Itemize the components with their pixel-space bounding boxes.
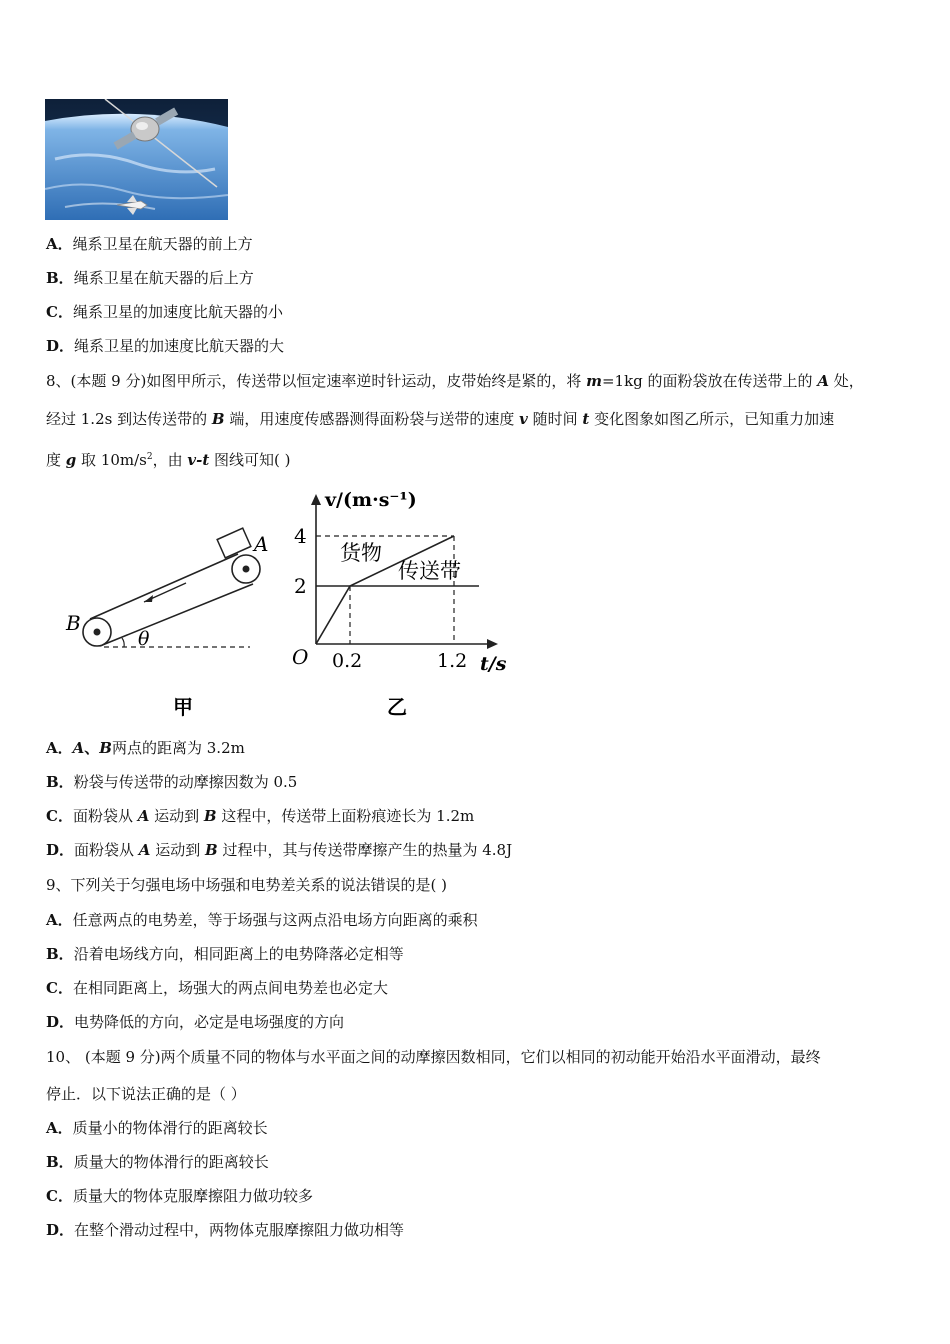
superscript: 2 <box>146 452 153 462</box>
figure-yi <box>292 489 507 719</box>
y-axis-arrow <box>311 494 321 505</box>
pulley-a-axle <box>243 566 250 573</box>
option-letter: B． <box>46 269 74 287</box>
q9-option-d[interactable] <box>46 1012 344 1032</box>
var-a: A <box>137 807 150 825</box>
x-axis-arrow <box>487 639 498 649</box>
q10-option-c[interactable] <box>46 1186 313 1206</box>
caption-yi: 乙 <box>387 695 407 719</box>
axis-label-t: t/s <box>480 653 507 675</box>
q9-option-c[interactable] <box>46 978 388 998</box>
option-letter: A． <box>46 235 73 253</box>
var-a: A <box>817 372 829 390</box>
q10-option-b[interactable] <box>46 1152 269 1172</box>
option-text: 两点的距离为 3.2m <box>111 739 245 757</box>
option-letter: C． <box>46 979 73 997</box>
q7-option-a[interactable] <box>46 234 253 254</box>
option-text: 运动到 <box>150 841 205 859</box>
label-a: A <box>254 532 269 556</box>
q8-option-a[interactable] <box>46 738 245 758</box>
q9-option-b[interactable] <box>46 944 404 964</box>
q8-option-b[interactable] <box>46 772 297 792</box>
var-b: B <box>204 841 218 859</box>
var-vt: v-t <box>187 451 210 469</box>
option-text: 绳系卫星的加速度比航天器的大 <box>74 337 285 355</box>
tick-x-02: 0.2 <box>332 650 363 672</box>
option-text: 面粉袋从 <box>72 807 138 825</box>
stem-text: 取 10m/s <box>76 451 147 469</box>
option-text: 沿着电场线方向，相同距离上的电势降落必定相等 <box>73 945 404 963</box>
label-goods: 货物 <box>340 541 382 565</box>
q8-option-c[interactable] <box>46 806 474 826</box>
arrow-head <box>144 595 153 602</box>
pulley-b-axle <box>94 629 101 636</box>
tethered-satellite-photo <box>45 99 228 220</box>
var-b: B <box>211 410 225 428</box>
stem-text: 处， <box>828 372 864 390</box>
label-theta: θ <box>138 628 150 650</box>
stem-text: 随时间 <box>527 410 583 428</box>
option-letter: B． <box>46 773 74 791</box>
option-letter: D． <box>46 337 75 355</box>
stem-text: =1kg 的面粉袋放在传送带上的 <box>601 372 818 390</box>
label-belt: 传送带 <box>398 559 461 583</box>
option-letter: C． <box>46 303 73 321</box>
var-v: v <box>519 410 528 428</box>
label-b: B <box>66 611 81 635</box>
goods-velocity-line <box>316 536 454 644</box>
option-letter: A． <box>46 1119 73 1137</box>
q8-stem-line1 <box>46 371 864 391</box>
stem-text: 变化图象如图乙所示，已知重力加速 <box>589 410 835 428</box>
flour-bag <box>217 528 251 558</box>
origin-label: O <box>292 645 309 669</box>
option-text: 质量小的物体滑行的距离较长 <box>72 1119 268 1137</box>
option-letter: D． <box>46 1013 75 1031</box>
option-letter: C． <box>46 807 73 825</box>
q7-option-c[interactable] <box>46 302 283 322</box>
var-t: t <box>582 410 590 428</box>
option-letter: B． <box>46 1153 74 1171</box>
option-text: 任意两点的电势差，等于场强与这两点沿电场方向距离的乘积 <box>72 911 478 929</box>
option-letter: D． <box>46 841 75 859</box>
option-text: 电势降低的方向，必定是电场强度的方向 <box>74 1013 345 1031</box>
var-g: g <box>65 451 77 469</box>
option-text: 过程中，其与传送带摩擦产生的热量为 4.8J <box>217 841 513 859</box>
option-text: 在整个滑动过程中，两物体克服摩擦阻力做功相等 <box>74 1221 405 1239</box>
q8-stem-line2 <box>46 409 834 429</box>
option-text: 在相同距离上，场强大的两点间电势差也必定大 <box>72 979 388 997</box>
stem-text: 经过 1.2s 到达传送带的 <box>46 410 212 428</box>
belt-bottom <box>100 584 253 646</box>
option-text: 面粉袋从 <box>74 841 139 859</box>
q10-stem-line1: 10、 (本题 9 分)两个质量不同的物体与水平面之间的动摩擦因数相同，它们以相同的初动能开始沿水平面滑动，最终 <box>46 1048 821 1066</box>
q10-option-a[interactable] <box>46 1118 268 1138</box>
tick-y-2: 2 <box>294 574 307 598</box>
stem-text: 8、(本题 9 分)如图甲所示，传送带以恒定速率逆时针运动，皮带始终是紧的，将 <box>46 372 587 390</box>
q8-option-d[interactable] <box>46 840 512 860</box>
option-text: 质量大的物体克服摩擦阻力做功较多 <box>72 1187 313 1205</box>
stem-text: 端，用速度传感器测得面粉袋与送带的速度 <box>224 410 520 428</box>
q9-option-a[interactable] <box>46 910 478 930</box>
option-text: 这程中，传送带上面粉痕迹长为 1.2m <box>216 807 475 825</box>
angle-arc <box>122 638 124 647</box>
caption-jia: 甲 <box>173 695 193 719</box>
tick-y-4: 4 <box>294 524 307 548</box>
option-letter: A． <box>46 739 73 757</box>
option-letter: C． <box>46 1187 73 1205</box>
stem-text: ，由 <box>152 451 188 469</box>
var-b: B <box>203 807 217 825</box>
var-m: m <box>586 372 602 390</box>
q9-stem: 9、下列关于匀强电场中场强和电势差关系的说法错误的是( ) <box>46 876 448 894</box>
q8-figure <box>60 482 530 722</box>
option-text: 质量大的物体滑行的距离较长 <box>73 1153 269 1171</box>
stem-text: 度 <box>46 451 66 469</box>
var-b: B <box>99 739 112 757</box>
option-text: 粉袋与传送带的动摩擦因数为 0.5 <box>73 773 298 791</box>
separator: 、 <box>84 739 100 757</box>
tick-x-12: 1.2 <box>437 650 468 672</box>
var-a: A <box>72 739 85 757</box>
figure-jia <box>65 528 268 719</box>
option-letter: B． <box>46 945 74 963</box>
q8-figure-svg <box>60 482 530 722</box>
option-text: 运动到 <box>149 807 204 825</box>
var-a: A <box>138 841 151 859</box>
option-letter: D． <box>46 1221 75 1239</box>
q7-option-b[interactable] <box>46 268 254 288</box>
option-letter: A． <box>46 911 73 929</box>
stem-text: 图线可知( ) <box>209 451 291 469</box>
option-text: 绳系卫星在航天器的前上方 <box>72 235 253 253</box>
option-text: 绳系卫星在航天器的后上方 <box>73 269 254 287</box>
q7-option-d[interactable] <box>46 336 284 356</box>
option-text: 绳系卫星的加速度比航天器的小 <box>72 303 283 321</box>
q8-stem-line3 <box>46 447 291 470</box>
q10-stem-line2: 停止．以下说法正确的是（ ） <box>46 1085 246 1103</box>
axis-label-v: v/(m·s⁻¹) <box>325 489 417 511</box>
belt-top <box>90 554 238 619</box>
q10-option-d[interactable] <box>46 1220 404 1240</box>
